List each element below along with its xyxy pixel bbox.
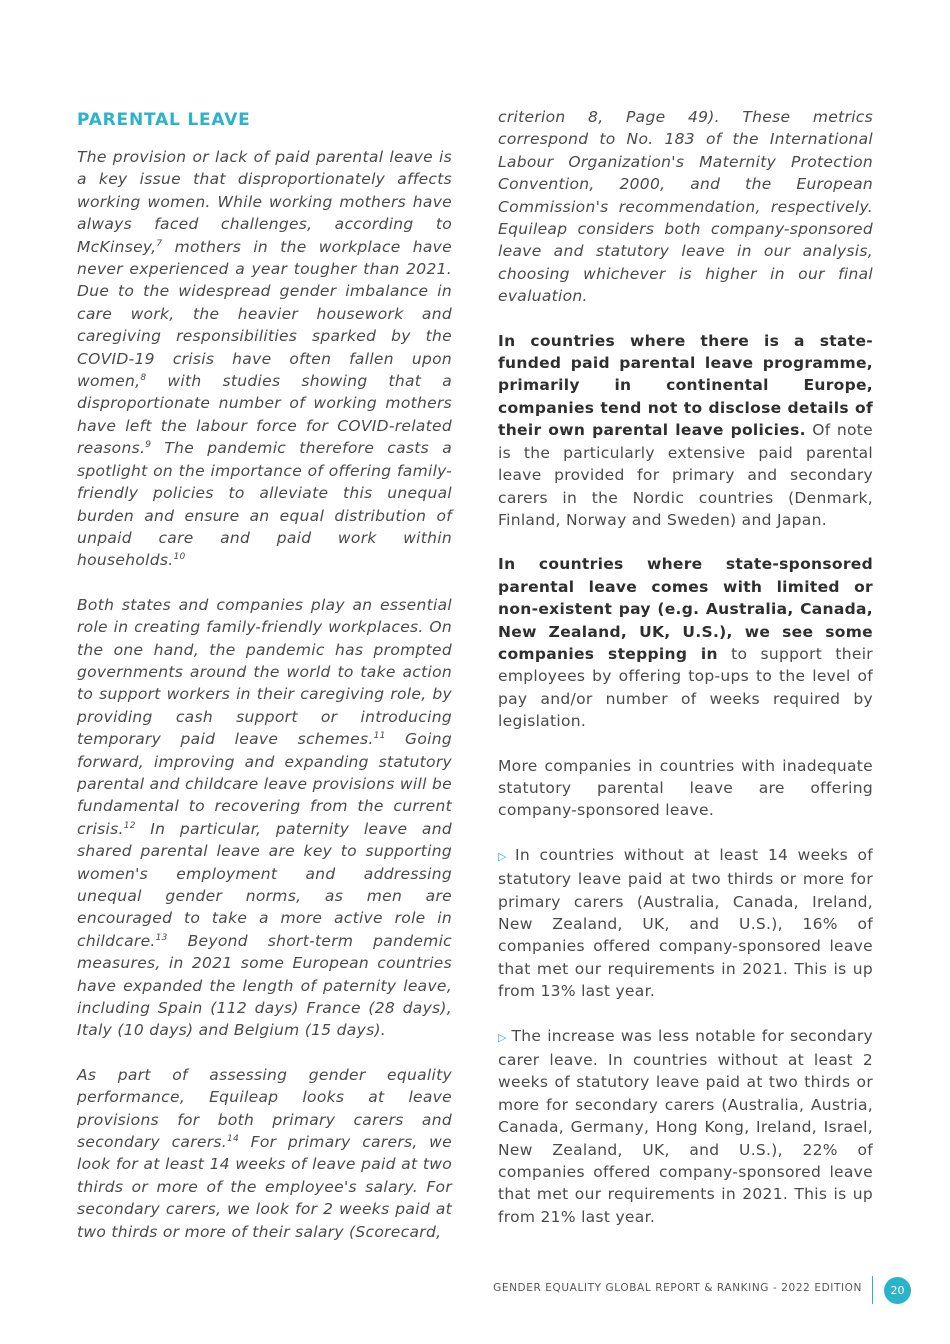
left-paragraph-1: The provision or lack of paid parental leave is a key issue that disproportionately affects working women. While working mothers have always faced challenges, according to McKinsey,$^7$ mothers in the workplace have never experienced a year tougher than 2021. Due to the widespread gender imbalance in care work, the heavier housework and caregiving responsibilities sparked by the COVID-19 crisis have often fallen upon women,$^8$ with studies showing that a disproportionate number of working mothers have left the labour force for COVID-related reasons.$^9$ The pandemic therefore casts a spotlight on the importance of offering family-friendly policies to alleviate this unequal burden and ensure an equal distribution of unpaid care and paid work within households.$^{10}$ [77,148,452,570]
footnote-ref[interactable]: 9 [145,440,152,451]
right-paragraph-2: In countries where state-sponsored parental leave comes with limited or non-existent pay (e.g. Australia, Canada, New Zealand, UK, U.S.), we see some companies stepping in to support their employees by offering top-ups to the level of pay and/or number of weeks required by legislation. [498,555,873,731]
right-paragraph-1: In countries where there is a state-funded paid parental leave programme, primarily in continental Europe, companies tend not to disclose details of their own parental leave policies. Of note is the particularly extensive paid parental leave provided for primary and secondary carers in the Nordic countries (Denmark, Finland, Norway and Sweden) and Japan. [498,331,873,529]
footnote-ref[interactable]: 7 [156,238,163,249]
footnote-ref[interactable]: 13 [155,932,168,943]
left-paragraph-2: Both states and companies play an essential role in creating family-friendly workplaces. On the one hand, the pandemic has prompted governments around the world to take action to support workers in their caregiving role, by providing cash support or introducing temporary paid leave schemes.$^{11}$ Going forward, improving and expanding statutory parental and childcare leave provisions will be fundamental to recovering from the current crisis.$^{12}$ In particular, paternity leave and shared parental leave are key to supporting women's employment and addressing unequal gender norms, as men are encouraged to take a more active role in childcare.$^{13}$ Beyond short-term pandemic measures, in 2021 some European countries have expanded the length of paternity leave, including Spain (112 days) France (28 days), Italy (10 days) and Belgium (15 days). [77,595,452,1040]
emphasis-text: In countries where state-sponsored parental leave comes with limited or non-existent pay (e.g. Australia, Canada, New Zealand, UK, U.S.), we see some companies stepping in [498,555,873,663]
footnote-ref[interactable]: 11 [373,731,386,741]
left-paragraph-3: As part of assessing gender equality performance, Equileap looks at leave provisions for both primary carers and secondary carers.$^{14}$ For primary carers, we look for at least 14 weeks of leave paid at two thirds or more of the employee's salary. For secondary carers, we look for 2 weeks paid at two thirds or more of their salary (Scorecard, [77,1065,452,1241]
left-column [77,108,452,1265]
section-heading: PARENTAL LEAVE [77,110,251,130]
right-paragraph-3: More companies in countries with inadequate statutory parental leave are offering company-sponsored leave. [498,756,873,820]
footnote-ref[interactable]: 12 [123,820,136,831]
bullet-item-2: ▷ The increase was less notable for secondary carer leave. In countries without at least 2 weeks of statutory leave paid at two thirds or more for secondary carers (Australia, Austria, Canada, Germany, Hong Kong, Ireland, Israel, New Zealand, UK, and U.S.), 22% of companies offered company-sponsored leave that met our requirements in 2021. This is up from 21% last year. [498,1026,873,1226]
footnote-ref[interactable]: 8 [140,372,147,383]
footnote-ref[interactable]: 14 [227,1133,240,1144]
footer-divider [872,1276,873,1304]
bullet-item-1: ▷ In countries without at least 14 weeks of statutory leave paid at two thirds or more for primary carers (Australia, Canada, Ireland, New Zealand, UK, and U.S.), 16% of companies offered company-sponsored leave that met our requirements in 2021. This is up from 13% last year. [498,845,873,1001]
footer-title: GENDER EQUALITY GLOBAL REPORT & RANKING - 2022 EDITION [493,1282,862,1294]
footnote-ref[interactable]: 10 [173,552,186,563]
emphasis-text: In countries where there is a state-funded paid parental leave programme, primarily in continental Europe, companies tend not to disclose details of their own parental leave policies. [498,331,873,440]
page-number-badge: 20 [884,1277,911,1304]
triangle-bullet-icon: ▷ [498,849,512,863]
right-column [498,106,873,1250]
right-paragraph-continued: criterion 8, Page 49). These metrics correspond to No. 183 of the International Labour Organization's Maternity Protection Convention, 2000, and the European Commission's recommendation, respectively. Equileap considers both company-sponsored leave and statutory leave in our analysis, choosing whichever is higher in our final evaluation. [498,108,873,306]
triangle-bullet-icon: ▷ [498,1030,508,1044]
